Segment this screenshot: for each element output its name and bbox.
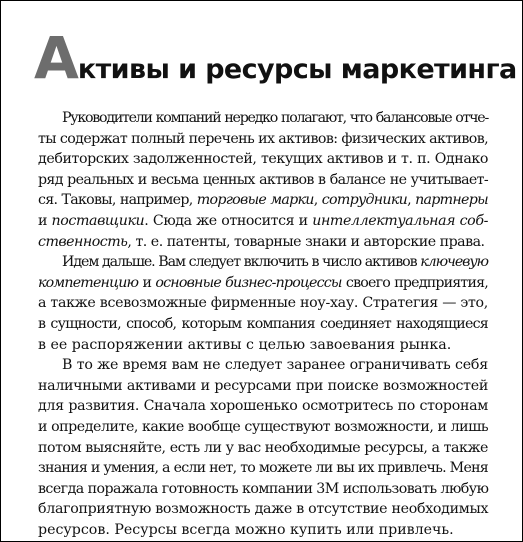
text-line: наличными активами и ресурсами при поиске возможностей: [38, 377, 488, 394]
text-line: ся. Таковы, например, торговые марки, сотрудники, партнеры: [38, 192, 488, 209]
text-line: ственность, т. е. патенты, товарные знаки и авторские права.: [38, 233, 485, 250]
text-line: ресурсов. Ресурсы всегда можно купить или привлечь.: [38, 521, 454, 538]
text-line: компетенцию и основные бизнес-процессы своего предприятия,: [38, 274, 489, 291]
text-line: для развития. Сначала хорошенько осмотритесь по сторонам: [38, 398, 488, 415]
text-line: и поставщики. Сюда же относится и интеллектуальная соб-: [38, 212, 488, 229]
drop-cap-letter: А: [34, 24, 78, 92]
text-line: в сущности, способ, которым компания соединяет находящиеся: [38, 315, 488, 332]
text-line: ряд реальных и весьма ценных активов в балансе не учитывает-: [38, 171, 488, 188]
text-line: благоприятную возможность даже в отсутствие необходимых: [38, 501, 489, 518]
section-heading: [34, 24, 517, 92]
heading-text: ктивы и ресурсы маркетинга: [77, 54, 517, 85]
text-line: потом выясняйте, есть ли у вас необходимые ресурсы, а также: [38, 439, 488, 456]
text-line: В то же время вам не следует заранее ограничивать себя: [62, 357, 488, 374]
text-line: ты содержат полный перечень их активов: физических активов,: [38, 130, 488, 147]
text-line: знания и умения, а если нет, то можете ли вы их привлечь. Меня: [38, 460, 488, 477]
text-line: дебиторских задолженностей, текущих активов и т. п. Однако: [38, 151, 488, 168]
text-line: в ее распоряжении активы с целью завоевания рынка.: [38, 336, 452, 353]
text-line: всегда поражала готовность компании 3М использовать любую: [38, 480, 489, 497]
text-line: Идем дальше. Вам следует включить в число активов ключевую: [62, 254, 488, 271]
text-line: а также всевозможные фирменные ноу-хау. Стратегия — это,: [38, 295, 488, 312]
text-line: и определите, какие вообще существуют возможности, и лишь: [38, 418, 489, 435]
text-line: Руководители компаний нередко полагают, что балансовые отче-: [62, 110, 488, 126]
body-text: [38, 108, 488, 540]
